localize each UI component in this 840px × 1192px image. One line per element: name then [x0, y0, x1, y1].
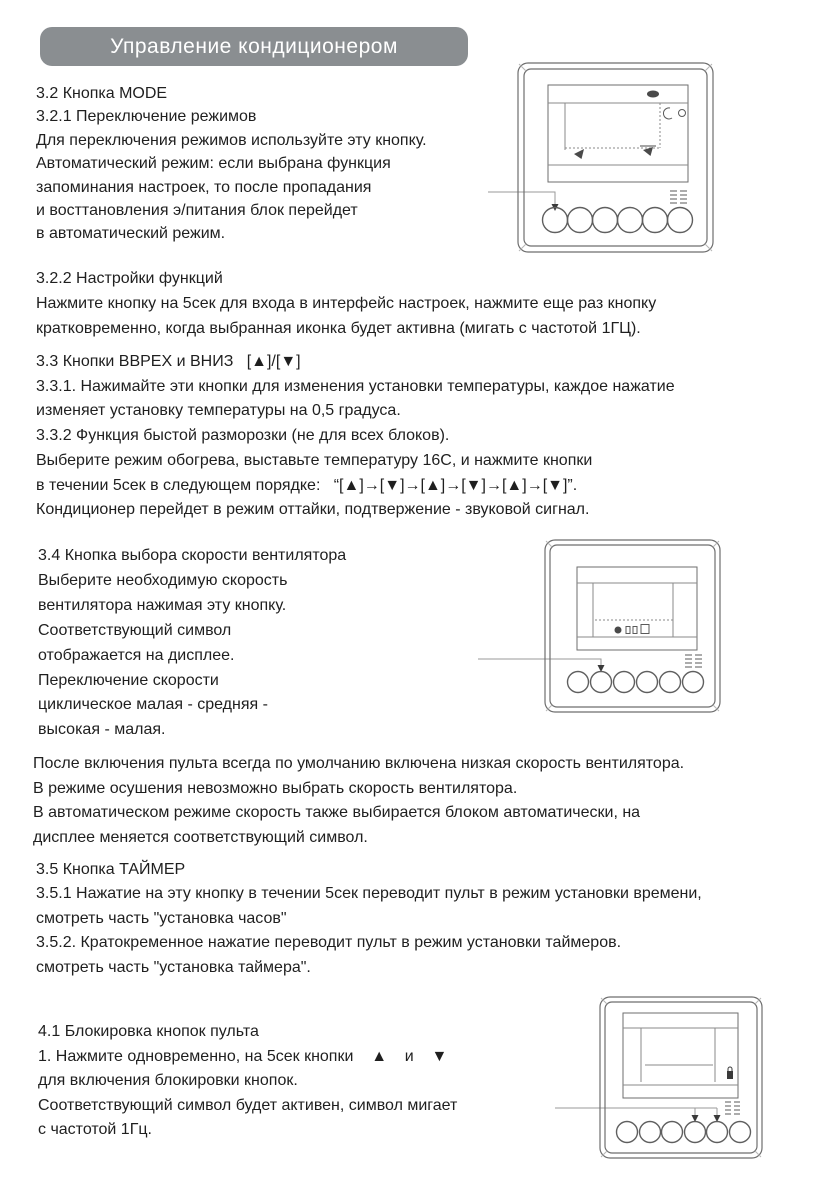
lock-icon [727, 1067, 733, 1079]
button-circle [685, 1122, 706, 1143]
text-line: В автоматическом режиме скорость также выбирается блоком автоматически, на [33, 804, 641, 822]
section-heading: 3.2 Кнопка MODE [36, 85, 168, 102]
controller-diagram-fan [470, 535, 730, 720]
section-subheading: 3.2.1 Переключение режимов [36, 108, 257, 126]
section-heading: 3.3 Кнопки ВВРЕХ и ВНИЗ [▲]/[▼] [36, 353, 301, 370]
text-line: высокая - малая. [38, 721, 166, 739]
text-line: отображается на дисплее. [38, 646, 235, 664]
corner-tick-marks [601, 998, 761, 1157]
text-line: Выберите режим обогрева, выставьте температуру 16С, и нажмите кнопки [36, 451, 593, 469]
text-line: Переключение скорости [38, 671, 219, 689]
controller-diagram-mode [480, 60, 720, 256]
button-circle [614, 672, 635, 693]
device-outer-frame [518, 63, 713, 252]
section-heading: 3.5 Кнопка ТАЙМЕР [36, 861, 186, 878]
fan-icon [574, 149, 584, 159]
device-inner-frame [605, 1002, 757, 1153]
button-circle [618, 208, 643, 233]
pointer-line [555, 1108, 717, 1116]
button-circle [662, 1122, 683, 1143]
text-line: Соответствующий символ будет активен, символ мигает [38, 1096, 458, 1114]
text-line: 3.5.1 Нажатие на эту кнопку в течении 5сек переводит пульт в режим установки времени, [36, 885, 702, 903]
text-line: Выберите необходимую скорость [38, 571, 288, 589]
section-4-1 [38, 1020, 457, 1143]
button-circle [668, 208, 693, 233]
text-line: смотреть часть "установка часов" [36, 909, 287, 927]
button-circle [660, 672, 681, 693]
text-line: циклическое малая - средняя - [38, 696, 268, 714]
controller-diagram-lock [545, 985, 830, 1185]
text-line: Соответствующий символ [38, 621, 232, 639]
fan-speed-icon [615, 625, 650, 634]
button-circle [707, 1122, 728, 1143]
page-title: Управление кондиционером [40, 27, 468, 66]
section-subheading: 3.3.2 Функция быстой разморозки (не для всех блоков). [36, 427, 450, 445]
text-line: Кондиционер перейдет в режим оттайки, подтвержение - звуковой сигнал. [36, 501, 590, 519]
button-circle [543, 208, 568, 233]
section-heading: 4.1 Блокировка кнопок пульта [38, 1023, 259, 1040]
button-circle [591, 672, 612, 693]
display-panel [577, 567, 697, 650]
device-inner-frame [524, 69, 707, 246]
clock-icon [663, 108, 685, 119]
section-heading: 3.2.2 Настройки функций [36, 270, 223, 287]
text-line: в автоматический режим. [36, 225, 226, 243]
fan-speed-note [33, 752, 684, 850]
text-line: и восттановления э/питания блок перейдет [36, 202, 358, 220]
text-line: В режиме осушения невозможно выбрать скорость вентилятора. [33, 779, 518, 797]
text-line: дисплее меняется соответствующий символ. [33, 828, 368, 846]
pointer-line [488, 192, 555, 205]
text-line: Автоматический режим: если выбрана функция [36, 155, 391, 173]
text-line: смотреть часть "установка таймера". [36, 958, 311, 976]
vent-grid-icon [725, 1102, 742, 1114]
text-line: изменяет установку температуры на 0,5 градуса. [36, 402, 401, 420]
button-circle [568, 208, 593, 233]
text-line: с частотой 1Гц. [38, 1121, 152, 1139]
section-3-5 [36, 858, 702, 980]
text-line: 3.5.2. Кратокременное нажатие переводит пульт в режим установки таймеров. [36, 934, 622, 952]
vent-grid-icon [685, 655, 703, 667]
text-line: После включения пульта всегда по умолчанию включена низкая скорость вентилятора. [33, 755, 685, 772]
pointer-line [478, 659, 601, 666]
text-line: вентилятора нажимая эту кнопку. [38, 596, 287, 614]
section-3-3 [36, 350, 675, 523]
button-circle [730, 1122, 751, 1143]
text-line: Для переключения режимов используйте эту кнопку. [36, 131, 427, 149]
vent-grid-icon [670, 191, 688, 203]
button-circle [568, 672, 589, 693]
button-sequence-line: в течении 5сек в следующем порядке: “[▲]→[▼]→[▲]→[▼]→[▲]→[▼]”. [36, 476, 578, 494]
text-line: для включения блокировки кнопок. [38, 1072, 298, 1090]
section-3-2 [36, 82, 427, 246]
section-3-2-2 [36, 266, 656, 341]
text-line: запоминания настроек, то после пропадания [36, 178, 372, 196]
text-line: 1. Нажмите одновременно, на 5сек кнопки ▲ и ▼ [38, 1047, 448, 1065]
button-circle [643, 208, 668, 233]
display-panel [548, 85, 688, 182]
text-line: 3.3.1. Нажимайте эти кнопки для изменения установки температуры, каждое нажатие [36, 377, 675, 395]
power-icon [647, 91, 659, 98]
text-line: кратковременно, когда выбранная иконка будет активна (мигать с частотой 1ГЦ). [36, 320, 641, 337]
text-line: Нажмите кнопку на 5сек для входа в интерфейс настроек, нажмите еще раз кнопку [36, 295, 657, 312]
section-heading: 3.4 Кнопка выбора скорости вентилятора [38, 547, 347, 564]
button-circle [593, 208, 618, 233]
section-3-4 [38, 544, 346, 743]
button-circle [617, 1122, 638, 1143]
button-circle [637, 672, 658, 693]
button-circle [683, 672, 704, 693]
button-circle [640, 1122, 661, 1143]
